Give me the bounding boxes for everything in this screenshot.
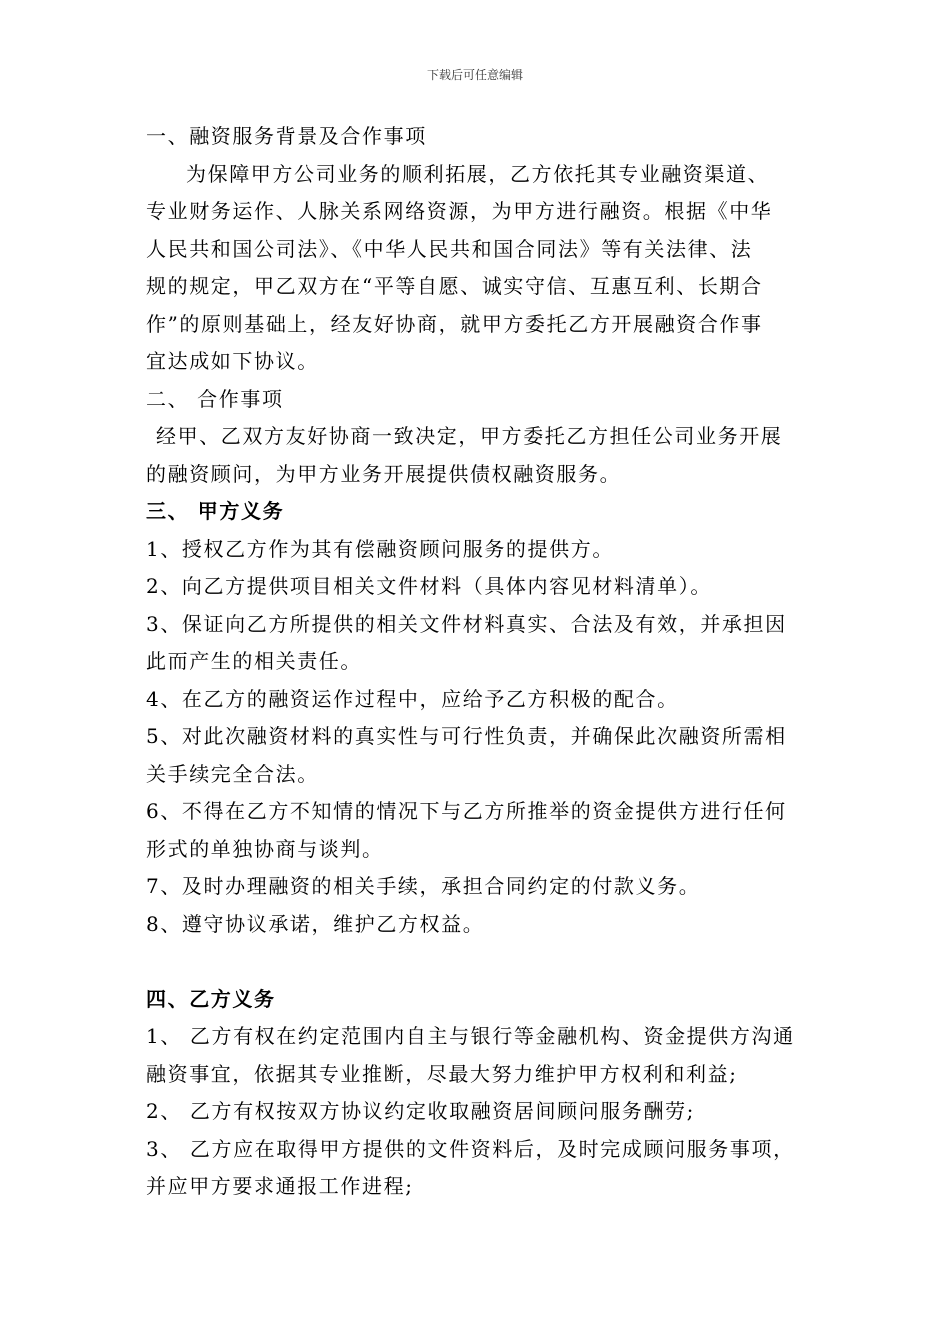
section-heading-4: 四、乙方义务 [146, 986, 276, 1011]
list-item: 2、向乙方提供项目相关文件材料（具体内容见材料清单）。 [146, 574, 712, 598]
list-item-continuation: 此而产生的相关责任。 [146, 649, 362, 673]
paragraph-line: 为保障甲方公司业务的顺利拓展，乙方依托其专业融资渠道、 [186, 161, 770, 186]
paragraph-line: 宜达成如下协议。 [146, 349, 319, 373]
list-item-continuation: 关手续完全合法。 [146, 761, 319, 786]
list-item: 4、在乙方的融资运作过程中，应给予乙方积极的配合。 [146, 686, 679, 711]
paragraph-line: 作”的原则基础上，经友好协商，就甲方委托乙方开展融资合作事 [146, 311, 763, 336]
list-item-continuation: 形式的单独协商与谈判。 [146, 836, 384, 861]
paragraph-line: 专业财务运作、人脉关系网络资源，为甲方进行融资。根据《中华 [146, 199, 773, 223]
list-item: 2、 乙方有权按双方协议约定收取融资居间顾问服务酬劳; [146, 1099, 696, 1123]
document-body [146, 118, 806, 1206]
list-item: 6、不得在乙方不知情的情况下与乙方所推举的资金提供方进行任何 [146, 799, 787, 823]
section-heading-2: 二、 合作事项 [146, 386, 284, 411]
blank-line [146, 943, 806, 981]
list-item: 7、及时办理融资的相关手续，承担合同约定的付款义务。 [146, 874, 701, 898]
paragraph-line: 经甲、乙双方友好协商一致决定，甲方委托乙方担任公司业务开展 [156, 424, 783, 448]
section-heading-3: 三、 甲方义务 [146, 499, 285, 523]
list-item: 5、对此次融资材料的真实性与可行性负责，并确保此次融资所需相 [146, 724, 787, 748]
paragraph-line: 规的规定，甲乙双方在“平等自愿、诚实守信、互惠互利、长期合 [146, 274, 763, 298]
list-item: 3、保证向乙方所提供的相关文件材料真实、合法及有效，并承担因 [146, 611, 787, 636]
list-item: 1、 乙方有权在约定范围内自主与银行等金融机构、资金提供方沟通 [146, 1024, 795, 1048]
list-item-continuation: 融资事宜，依据其专业推断，尽最大努力维护甲方权利和利益; [146, 1061, 738, 1086]
list-item: 8、遵守协议承诺，维护乙方权益。 [146, 911, 485, 936]
paragraph-line: 的融资顾问，为甲方业务开展提供债权融资服务。 [146, 461, 622, 486]
list-item: 1、授权乙方作为其有偿融资顾问服务的提供方。 [146, 536, 614, 561]
page-header: 下载后可任意编辑 [426, 68, 523, 82]
list-item-continuation: 并应甲方要求通报工作进程; [146, 1174, 414, 1198]
section-heading-1: 一、融资服务背景及合作事项 [146, 124, 427, 148]
list-item: 3、 乙方应在取得甲方提供的文件资料后，及时完成顾问服务事项， [146, 1136, 795, 1161]
paragraph-line: 人民共和国公司法》、《中华人民共和国合同法》等有关法律、法 [146, 236, 753, 261]
